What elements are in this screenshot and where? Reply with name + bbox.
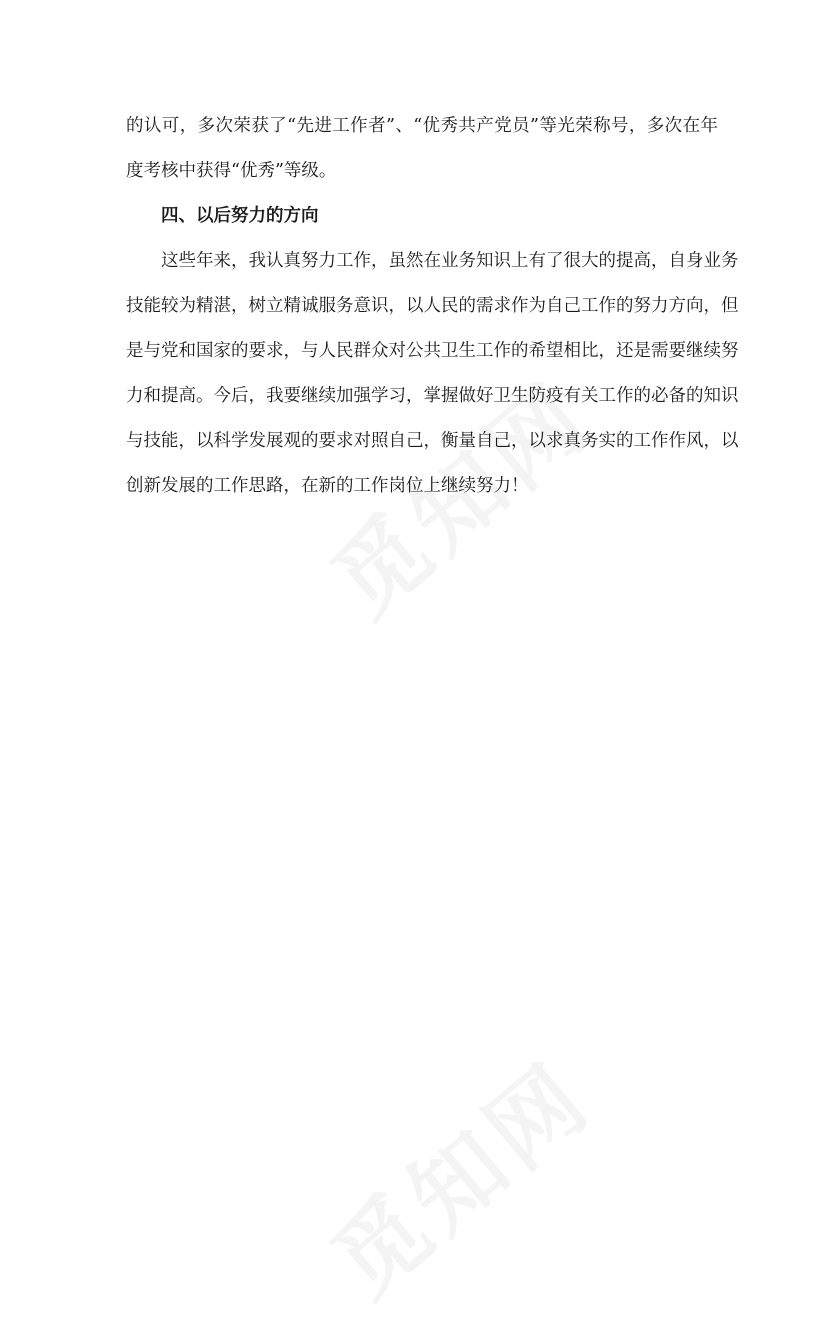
paragraph-line: 的认可，多次荣获了“先进工作者”、“优秀共产党员”等光荣称号，多次在年: [126, 116, 718, 136]
section-heading: 四、以后努力的方向: [161, 206, 319, 226]
watermark: [300, 1027, 615, 1321]
paragraph-line: 与技能，以科学发展观的要求对照自己，衡量自己，以求真务实的工作作风，以: [126, 431, 739, 451]
paragraph-line: 创新发展的工作思路，在新的工作岗位上继续努力！: [126, 476, 529, 496]
paragraph-line: 这些年来，我认真努力工作，虽然在业务知识上有了很大的提高，自身业务: [161, 251, 739, 271]
paragraph-line: 技能较为精湛，树立精诚服务意识，以人民的需求作为自己工作的努力方向，但: [126, 296, 739, 316]
document-body: [126, 104, 739, 509]
paragraph-line: 是与党和国家的要求，与人民群众对公共卫生工作的希望相比，还是需要继续努: [126, 341, 739, 361]
paragraph-line: 度考核中获得“优秀”等级。: [126, 161, 337, 181]
paragraph-line: 力和提高。今后，我要继续加强学习，掌握做好卫生防疫有关工作的必备的知识: [126, 386, 739, 406]
